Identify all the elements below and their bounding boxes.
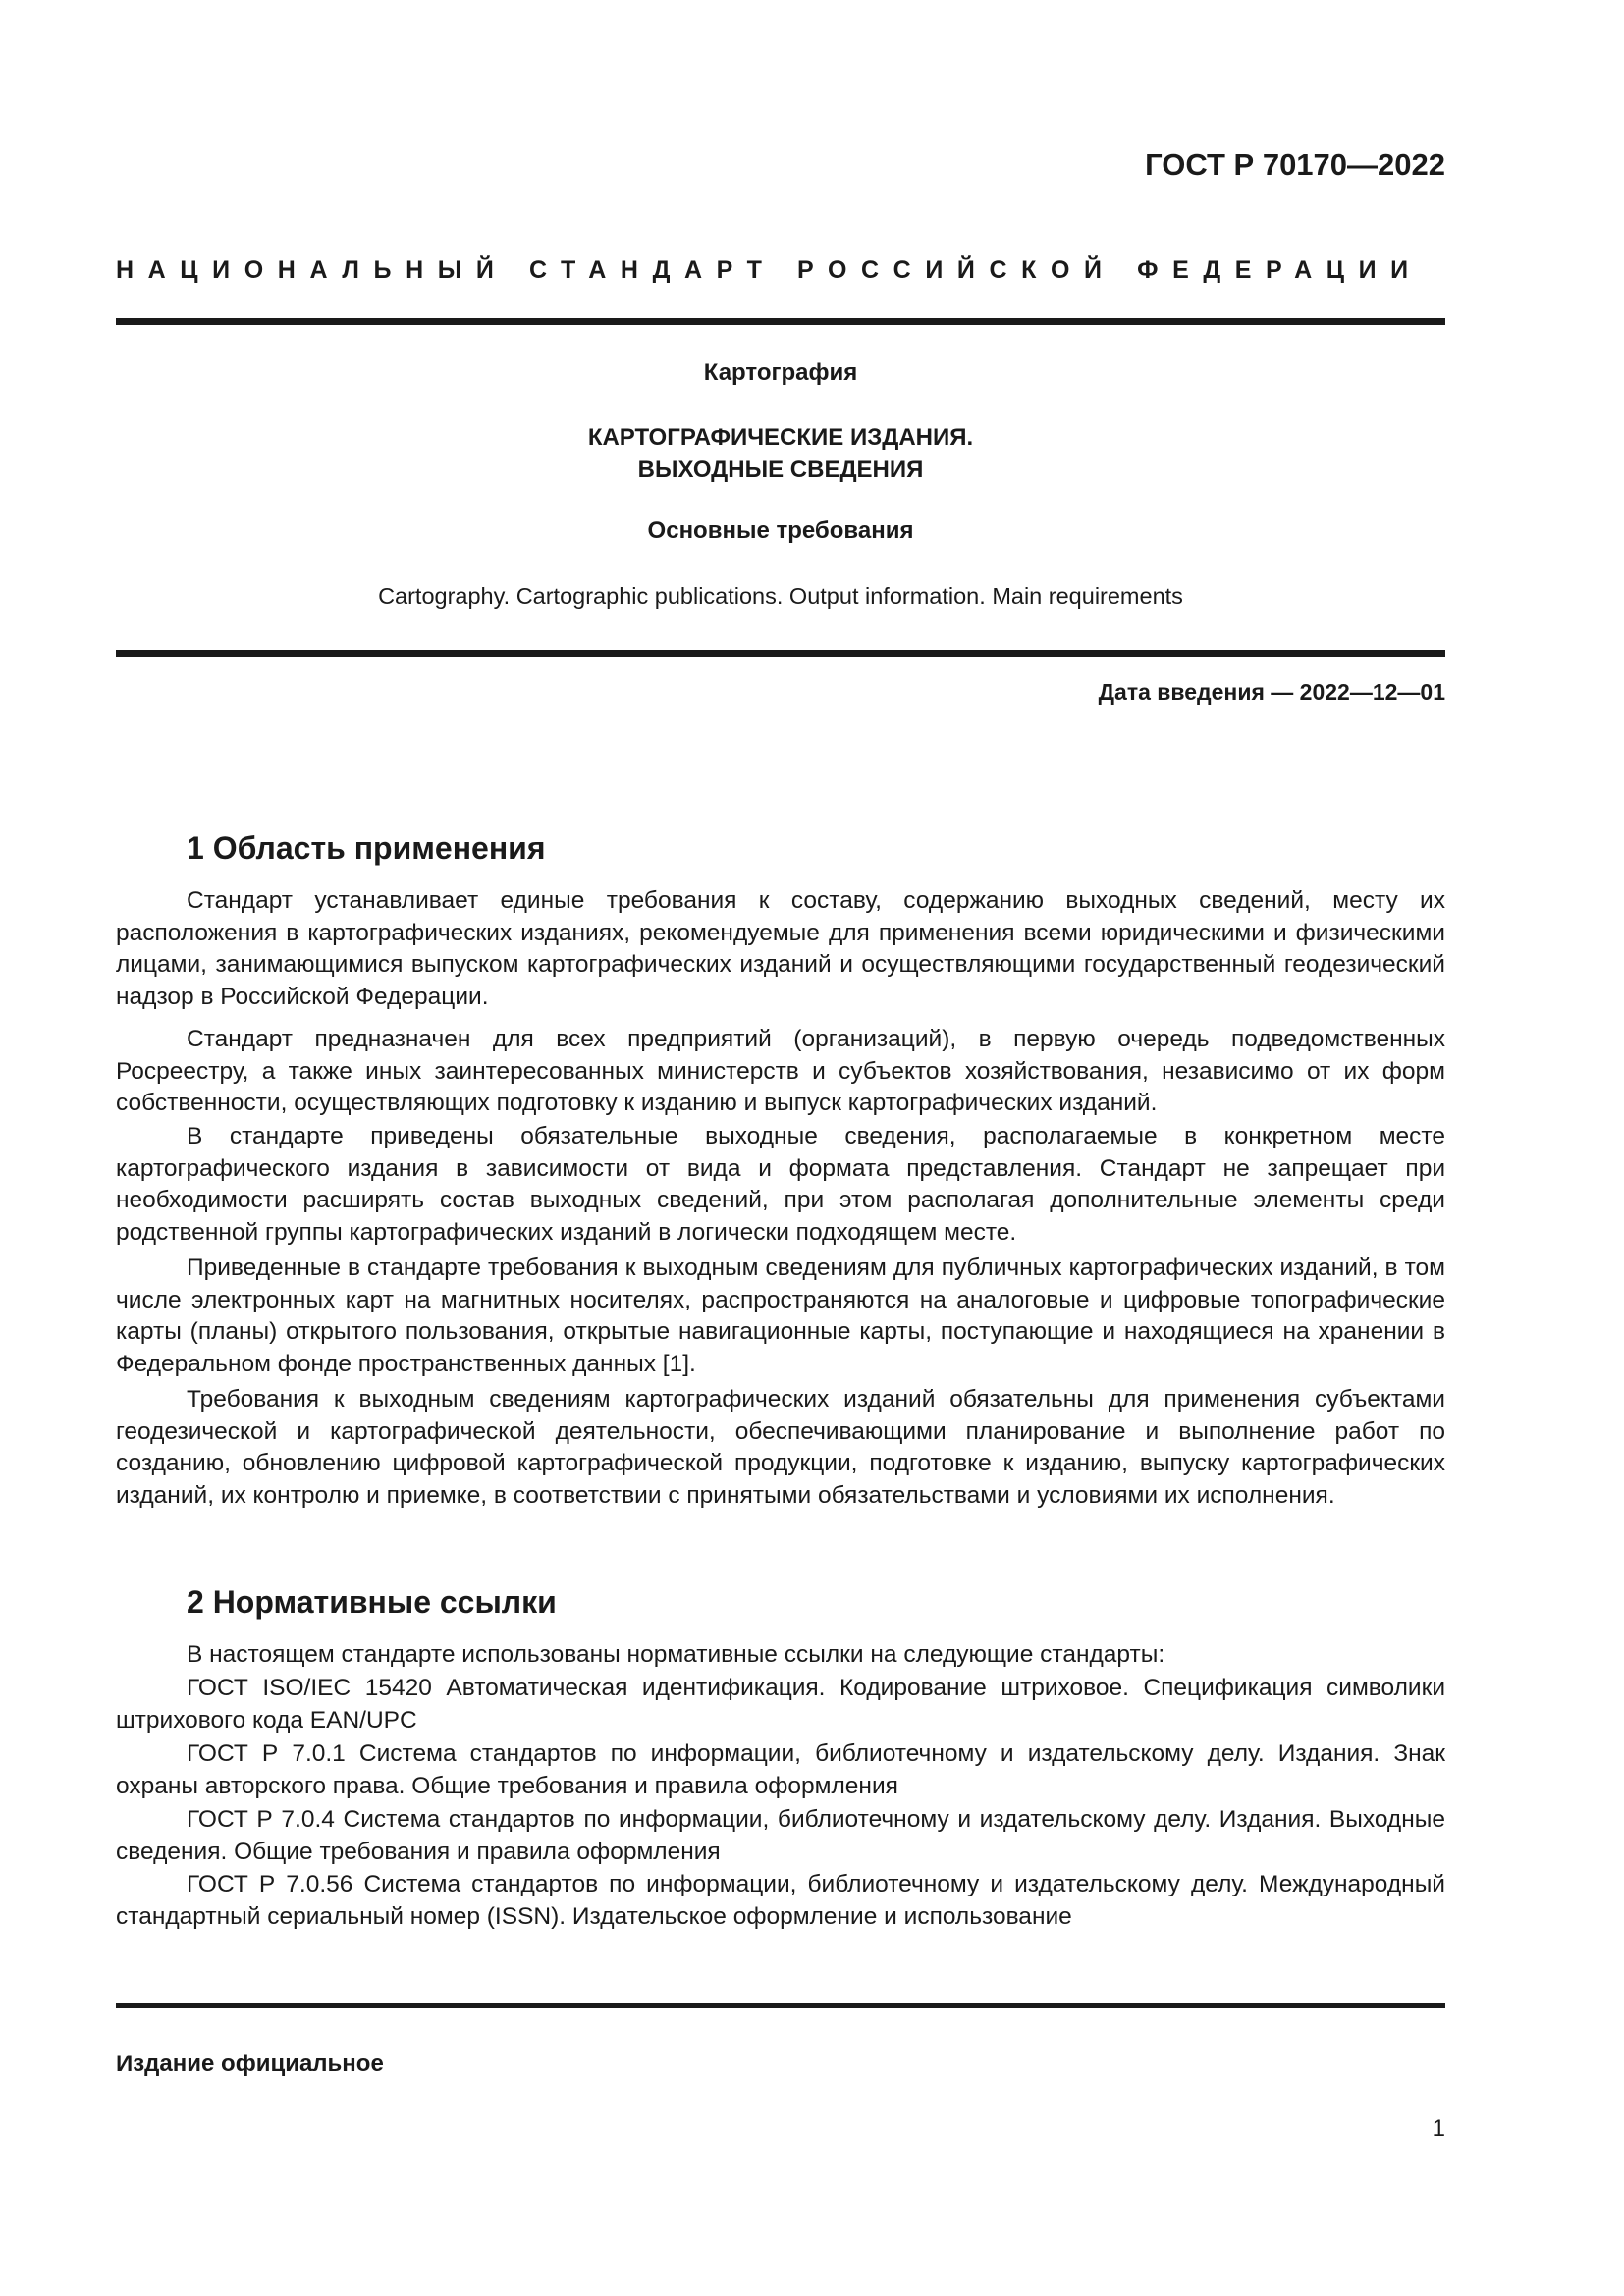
title-line-2: ВЫХОДНЫЕ СВЕДЕНИЯ xyxy=(637,456,924,483)
section-1-paragraph: Приведенные в стандарте требования к выходным сведениям для публичных картографических изданий, в том числе электронных карт на магнитных носителях, распространяются на аналоговые и цифровые топографические карты (планы) открытого пользования, открытые навигационные карты, поступающие и находящиеся на хранении в Федеральном фонде пространственных данных [1]. xyxy=(116,1255,1445,1377)
top-rule xyxy=(116,318,1445,325)
official-edition-label: Издание официальное xyxy=(116,2051,384,2077)
standard-subtitle: Основные требования xyxy=(647,517,914,544)
section-2-heading: 2 Нормативные ссылки xyxy=(187,1584,557,1620)
standard-category: Картография xyxy=(703,359,858,386)
standard-title xyxy=(116,421,1445,486)
section-2-paragraph: В настоящем стандарте использованы нормативные ссылки на следующие стандарты: xyxy=(187,1641,1165,1668)
section-1-paragraph: Требования к выходным сведениям картографических изданий обязательны для применения субъектами геодезической и картографической деятельности, обеспечивающими планирование и выполнение работ по созданию, обновлению цифровой картографической продукции, подготовке к изданию, выпуску картографических изданий, их контролю и приемке, в соответствии с принятыми обязательствами и условиями их исполнения. xyxy=(116,1386,1445,1509)
section-1-paragraph: Стандарт предназначен для всех предприятий (организаций), в первую очередь подведомственных Росреестру, а также иных заинтересованных министерств и субъектов хозяйствования, независимо от их форм собственности, осуществляющих подготовку к изданию и выпуск картографических изданий. xyxy=(116,1026,1445,1117)
page-number: 1 xyxy=(1432,2115,1445,2142)
national-standard-banner: НАЦИОНАЛЬНЫЙ СТАНДАРТ РОССИЙСКОЙ ФЕДЕРАЦИИ xyxy=(116,256,1423,284)
title-line-1: КАРТОГРАФИЧЕСКИЕ ИЗДАНИЯ. xyxy=(587,424,974,451)
document-number: ГОСТ Р 70170—2022 xyxy=(1145,147,1445,182)
footer-rule xyxy=(116,2003,1445,2008)
normative-reference: ГОСТ Р 7.0.4 Система стандартов по информации, библиотечному и издательскому делу. Издания. Выходные сведения. Общие требования и правила оформления xyxy=(116,1806,1445,1865)
normative-reference: ГОСТ Р 7.0.56 Система стандартов по информации, библиотечному и издательскому делу. Международный стандартный сериальный номер (ISSN). Издательское оформление и использование xyxy=(116,1871,1445,1930)
section-1-paragraph: В стандарте приведены обязательные выходные сведения, располагаемые в конкретном месте картографического издания в зависимости от вида и формата представления. Стандарт не запрещает при необходимости расширять состав выходных сведений, при этом располагая дополнительные элементы среди родственной группы картографических изданий в логически подходящем месте. xyxy=(116,1123,1445,1246)
title-rule xyxy=(116,650,1445,657)
section-1-heading: 1 Область применения xyxy=(187,830,546,866)
section-1-paragraph: Стандарт устанавливает единые требования к составу, содержанию выходных сведений, месту их расположения в картографических изданиях, рекомендуемые для применения всеми юридическими и физическими лицами, занимающимися выпуском картографических изданий и осуществляющими государственный геодезический надзор в Российской Федерации. xyxy=(116,887,1445,1010)
normative-reference: ГОСТ ISO/IEC 15420 Автоматическая идентификация. Кодирование штриховое. Спецификация символики штрихового кода EAN/UPC xyxy=(116,1675,1445,1734)
english-title: Cartography. Cartographic publications. Output information. Main requirements xyxy=(378,583,1183,609)
normative-reference: ГОСТ Р 7.0.1 Система стандартов по информации, библиотечному и издательскому делу. Издания. Знак охраны авторского права. Общие требования и правила оформления xyxy=(116,1740,1445,1799)
introduction-date: Дата введения — 2022—12—01 xyxy=(1098,679,1445,705)
